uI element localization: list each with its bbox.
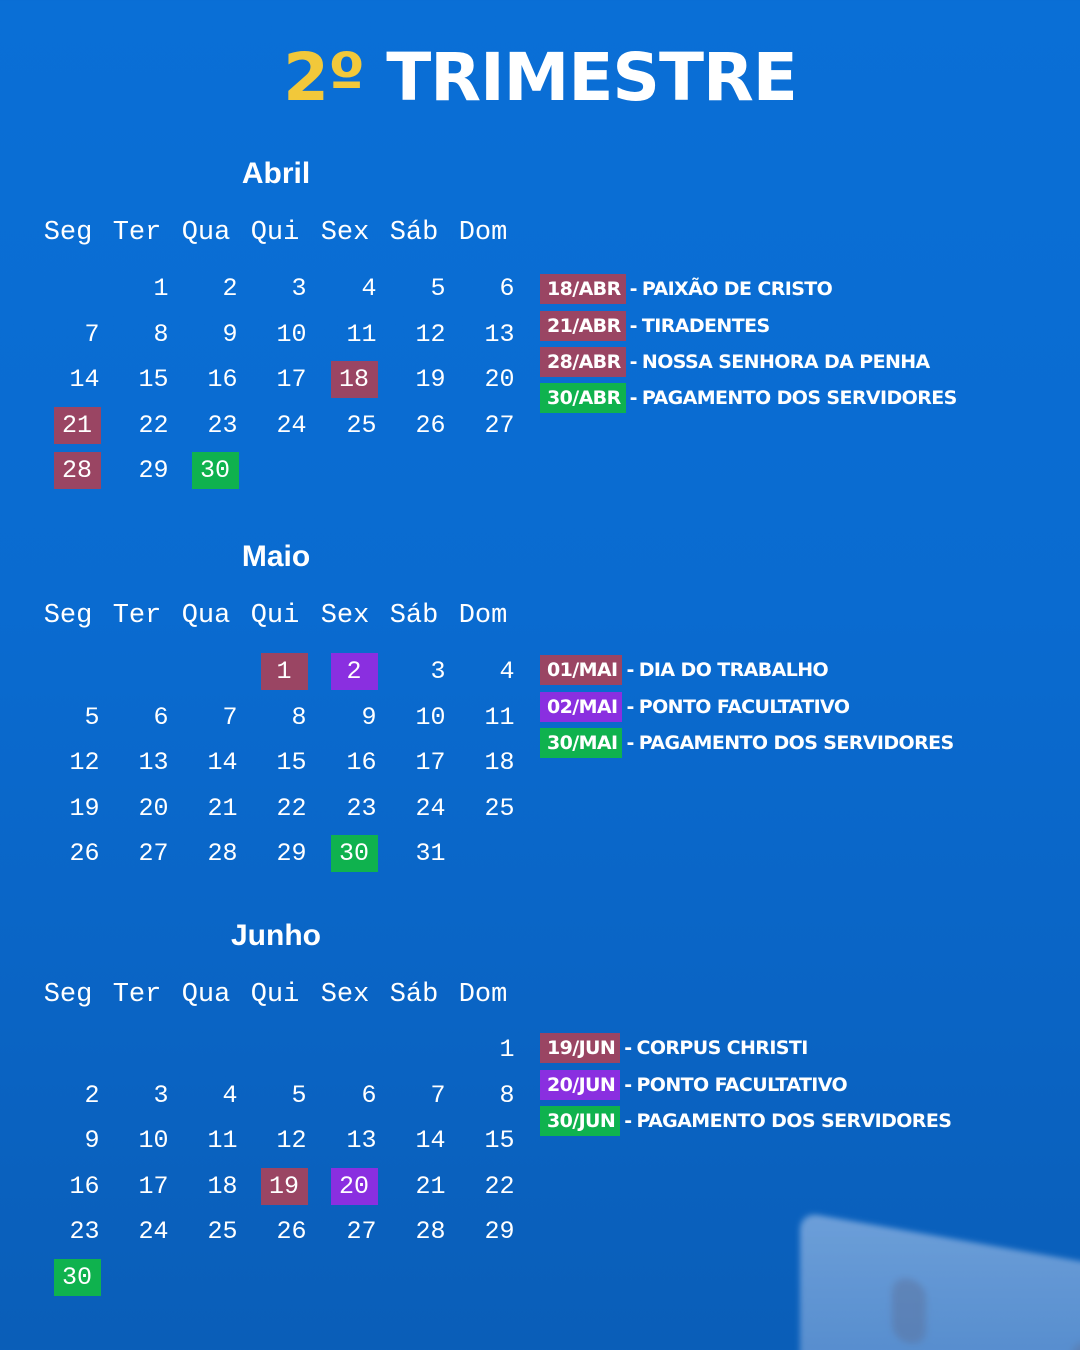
legend-date-badge: 30/JUN bbox=[540, 1106, 620, 1136]
calendar-day[interactable]: 11 bbox=[346, 319, 377, 349]
legend-separator: - bbox=[624, 1037, 632, 1059]
weekday-header: Sáb bbox=[389, 601, 439, 631]
calendar-day[interactable]: 26 bbox=[69, 839, 100, 869]
calendar-day[interactable]: 28 bbox=[207, 839, 238, 869]
legend-item bbox=[540, 347, 930, 377]
calendar-day-holiday[interactable]: 21 bbox=[54, 407, 101, 444]
calendar-day[interactable]: 5 bbox=[291, 1080, 307, 1110]
calendar-day[interactable]: 1 bbox=[153, 274, 169, 303]
calendar-day[interactable]: 24 bbox=[276, 410, 307, 440]
calendar-day[interactable]: 7 bbox=[84, 319, 100, 349]
legend-separator: - bbox=[626, 732, 634, 754]
calendar-day[interactable]: 15 bbox=[484, 1126, 515, 1156]
calendar-day[interactable]: 5 bbox=[430, 274, 446, 303]
legend-date-badge: 21/ABR bbox=[540, 311, 626, 341]
calendar-day[interactable]: 1 bbox=[499, 1035, 515, 1064]
legend-label: PONTO FACULTATIVO bbox=[636, 1074, 848, 1096]
calendar-day[interactable]: 6 bbox=[499, 274, 515, 303]
calendar-day[interactable]: 11 bbox=[207, 1126, 238, 1156]
calendar-day[interactable]: 23 bbox=[346, 793, 377, 823]
calendar-day[interactable]: 22 bbox=[138, 410, 169, 440]
weekday-header: Qui bbox=[250, 980, 300, 1010]
legend-item bbox=[540, 383, 957, 413]
legend-label: TIRADENTES bbox=[641, 315, 770, 337]
calendar-day[interactable]: 3 bbox=[153, 1080, 169, 1110]
legend-separator: - bbox=[629, 315, 637, 337]
legend-label: NOSSA SENHORA DA PENHA bbox=[641, 351, 930, 373]
calendar-day[interactable]: 21 bbox=[207, 793, 238, 823]
calendar-day[interactable]: 27 bbox=[484, 410, 515, 440]
calendar-day[interactable]: 17 bbox=[276, 365, 307, 395]
calendar-day[interactable]: 28 bbox=[415, 1217, 446, 1247]
legend-date-badge: 18/ABR bbox=[540, 274, 626, 304]
calendar-day[interactable]: 10 bbox=[138, 1126, 169, 1156]
calendar-day[interactable]: 7 bbox=[430, 1080, 446, 1110]
title-number: 2º bbox=[283, 39, 365, 116]
weekday-header: Qua bbox=[181, 601, 231, 631]
calendar-day[interactable]: 15 bbox=[138, 365, 169, 395]
legend-separator: - bbox=[626, 659, 634, 681]
page-title bbox=[0, 38, 1080, 118]
calendar-day[interactable]: 16 bbox=[207, 365, 238, 395]
weekday-header: Qua bbox=[181, 218, 231, 248]
calendar-day[interactable]: 6 bbox=[361, 1080, 377, 1110]
calendar-day-holiday[interactable]: 18 bbox=[331, 361, 378, 398]
month-title: Abril bbox=[241, 157, 311, 190]
calendar-day[interactable]: 18 bbox=[207, 1171, 238, 1201]
calendar-day[interactable]: 13 bbox=[346, 1126, 377, 1156]
calendar-day[interactable]: 31 bbox=[415, 839, 446, 869]
calendar-day[interactable]: 9 bbox=[222, 319, 238, 349]
legend-date-badge: 19/JUN bbox=[540, 1033, 620, 1063]
calendar-day[interactable]: 20 bbox=[484, 365, 515, 395]
calendar-day-payment[interactable]: 30 bbox=[331, 835, 378, 872]
calendar-day[interactable]: 8 bbox=[499, 1080, 515, 1110]
calendar-day[interactable]: 16 bbox=[346, 748, 377, 778]
calendar-day[interactable]: 10 bbox=[415, 702, 446, 732]
calendar-day[interactable]: 26 bbox=[276, 1217, 307, 1247]
weekday-header: Sáb bbox=[389, 980, 439, 1010]
calendar-day[interactable]: 14 bbox=[415, 1126, 446, 1156]
calendar-day[interactable]: 13 bbox=[484, 319, 515, 349]
legend-item bbox=[540, 274, 832, 304]
calendar-day[interactable]: 14 bbox=[69, 365, 100, 395]
legend-label: PONTO FACULTATIVO bbox=[638, 696, 850, 718]
calendar-day[interactable]: 13 bbox=[138, 748, 169, 778]
calendar-day-holiday[interactable]: 19 bbox=[261, 1168, 308, 1205]
legend-date-badge: 30/ABR bbox=[540, 383, 626, 413]
calendar-day[interactable]: 27 bbox=[346, 1217, 377, 1247]
legend-item bbox=[540, 1033, 808, 1063]
calendar-day[interactable]: 6 bbox=[153, 702, 169, 732]
weekday-header: Sex bbox=[320, 218, 370, 248]
legend-label: PAGAMENTO DOS SERVIDORES bbox=[636, 1110, 952, 1132]
weekday-header: Ter bbox=[112, 980, 162, 1010]
calendar-day[interactable]: 17 bbox=[138, 1171, 169, 1201]
weekday-header: Seg bbox=[43, 601, 93, 631]
legend-label: DIA DO TRABALHO bbox=[638, 659, 829, 681]
calendar-day[interactable]: 16 bbox=[69, 1171, 100, 1201]
calendar-day[interactable]: 12 bbox=[276, 1126, 307, 1156]
calendar-day[interactable]: 18 bbox=[484, 748, 515, 778]
legend-separator: - bbox=[626, 696, 634, 718]
calendar-day[interactable]: 3 bbox=[430, 657, 446, 686]
calendar-day[interactable]: 19 bbox=[69, 793, 100, 823]
calendar-day[interactable]: 12 bbox=[69, 748, 100, 778]
legend-separator: - bbox=[629, 387, 637, 409]
calendar-day[interactable]: 12 bbox=[415, 319, 446, 349]
calendar-day[interactable]: 8 bbox=[153, 319, 169, 349]
calendar-day[interactable]: 24 bbox=[415, 793, 446, 823]
calendar-day[interactable]: 25 bbox=[484, 793, 515, 823]
weekday-header: Sáb bbox=[389, 218, 439, 248]
calendar-day[interactable]: 9 bbox=[84, 1126, 100, 1156]
legend-separator: - bbox=[624, 1110, 632, 1132]
calendar-day[interactable]: 22 bbox=[484, 1171, 515, 1201]
month-title: Junho bbox=[231, 919, 321, 952]
legend-separator: - bbox=[629, 278, 637, 300]
calendar-day[interactable]: 20 bbox=[138, 793, 169, 823]
calendar-day-optional[interactable]: 2 bbox=[331, 653, 378, 690]
legend-item bbox=[540, 692, 849, 722]
calendar-day[interactable]: 10 bbox=[276, 319, 307, 349]
legend-label: PAGAMENTO DOS SERVIDORES bbox=[638, 732, 954, 754]
calendar-day[interactable]: 29 bbox=[484, 1217, 515, 1247]
weekday-header: Seg bbox=[43, 218, 93, 248]
weekday-header: Dom bbox=[458, 980, 508, 1010]
legend-label: CORPUS CHRISTI bbox=[636, 1037, 808, 1059]
calendar-day[interactable]: 4 bbox=[361, 274, 377, 303]
legend-separator: - bbox=[624, 1074, 632, 1096]
legend-label: PAIXÃO DE CRISTO bbox=[641, 278, 833, 300]
calendar-day[interactable]: 29 bbox=[276, 839, 307, 869]
calendar-day[interactable]: 11 bbox=[484, 702, 515, 732]
legend-label: PAGAMENTO DOS SERVIDORES bbox=[641, 387, 957, 409]
weekday-header: Dom bbox=[458, 218, 508, 248]
calendar-day-payment[interactable]: 30 bbox=[192, 452, 239, 489]
calendar-day[interactable]: 23 bbox=[207, 410, 238, 440]
calendar-day[interactable]: 5 bbox=[84, 702, 100, 732]
weekday-header: Dom bbox=[458, 601, 508, 631]
calendar-day-holiday[interactable]: 28 bbox=[54, 452, 101, 489]
weekday-header: Qua bbox=[181, 980, 231, 1010]
decorative-hole-shape bbox=[892, 1276, 926, 1346]
calendar-day[interactable]: 29 bbox=[138, 456, 169, 486]
calendar-day[interactable]: 21 bbox=[415, 1171, 446, 1201]
title-word: TRIMESTRE bbox=[386, 39, 797, 116]
calendar-day[interactable]: 27 bbox=[138, 839, 169, 869]
weekday-header: Qui bbox=[250, 218, 300, 248]
calendar-day[interactable]: 2 bbox=[222, 274, 238, 303]
calendar-day[interactable]: 4 bbox=[499, 657, 515, 686]
legend-item bbox=[540, 1070, 847, 1100]
legend-item bbox=[540, 1106, 951, 1136]
legend-date-badge: 28/ABR bbox=[540, 347, 626, 377]
calendar-day[interactable]: 24 bbox=[138, 1217, 169, 1247]
weekday-header: Ter bbox=[112, 218, 162, 248]
legend-item bbox=[540, 655, 828, 685]
calendar-day[interactable]: 26 bbox=[415, 410, 446, 440]
weekday-header: Ter bbox=[112, 601, 162, 631]
calendar-day[interactable]: 7 bbox=[222, 702, 238, 732]
calendar-day[interactable]: 25 bbox=[346, 410, 377, 440]
month-title: Maio bbox=[241, 540, 311, 573]
calendar-day[interactable]: 19 bbox=[415, 365, 446, 395]
calendar-day[interactable]: 3 bbox=[291, 274, 307, 303]
weekday-header: Sex bbox=[320, 980, 370, 1010]
weekday-header: Qui bbox=[250, 601, 300, 631]
legend-separator: - bbox=[629, 351, 637, 373]
calendar-day[interactable]: 8 bbox=[291, 702, 307, 732]
legend-item bbox=[540, 728, 954, 758]
calendar-day[interactable]: 4 bbox=[222, 1080, 238, 1110]
decorative-hole-shape bbox=[1072, 1340, 1080, 1350]
calendar-day-payment[interactable]: 30 bbox=[54, 1259, 101, 1296]
calendar-day[interactable]: 15 bbox=[276, 748, 307, 778]
calendar-day[interactable]: 17 bbox=[415, 748, 446, 778]
calendar-day[interactable]: 9 bbox=[361, 702, 377, 732]
calendar-day[interactable]: 14 bbox=[207, 748, 238, 778]
calendar-day[interactable]: 2 bbox=[84, 1080, 100, 1110]
weekday-header: Sex bbox=[320, 601, 370, 631]
weekday-header: Seg bbox=[43, 980, 93, 1010]
legend-item bbox=[540, 311, 770, 341]
calendar-day-holiday[interactable]: 1 bbox=[261, 653, 308, 690]
decorative-object-image bbox=[800, 1212, 1080, 1350]
calendar-day-optional[interactable]: 20 bbox=[331, 1168, 378, 1205]
legend-date-badge: 30/MAI bbox=[540, 728, 622, 758]
calendar-day[interactable]: 22 bbox=[276, 793, 307, 823]
calendar-day[interactable]: 25 bbox=[207, 1217, 238, 1247]
legend-date-badge: 01/MAI bbox=[540, 655, 622, 685]
calendar-day[interactable]: 23 bbox=[69, 1217, 100, 1247]
legend-date-badge: 20/JUN bbox=[540, 1070, 620, 1100]
legend-date-badge: 02/MAI bbox=[540, 692, 622, 722]
